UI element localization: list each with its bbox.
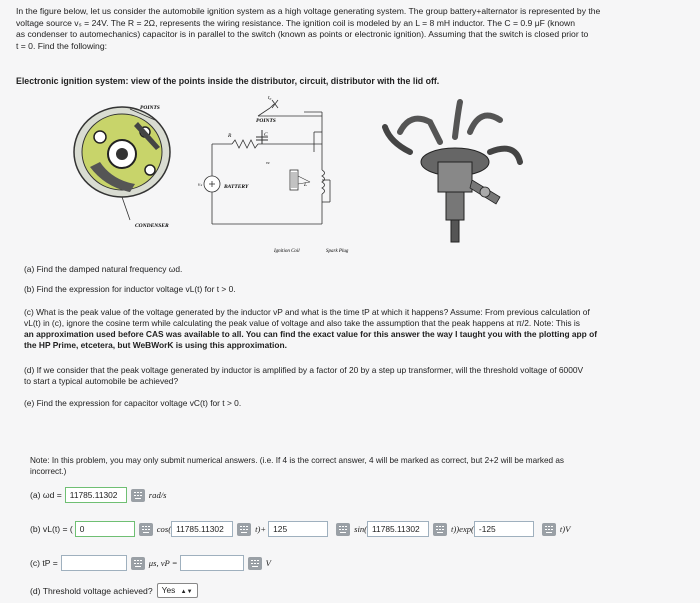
t0-label: t₀ <box>268 95 272 101</box>
answer-b-end: t)V <box>559 524 571 534</box>
question-c-line: an approximation used before CAS was available to all. You can find the exact value for this answer the way I taught you with the plotting app of <box>24 329 598 339</box>
equation-editor-icon[interactable] <box>542 523 556 536</box>
distributor-photo <box>385 102 520 242</box>
distributor-points-drawing <box>74 107 170 220</box>
battery-label: BATTERY <box>224 184 249 190</box>
answer-a-input[interactable]: 11785.11302 <box>65 487 127 503</box>
note <box>30 455 650 477</box>
c-label: C <box>264 132 268 138</box>
question-e: (e) Find the expression for capacitor voltage vC(t) for t > 0. <box>24 398 242 408</box>
answer-c-input-1[interactable] <box>61 555 127 571</box>
answer-b-label: (b) vL(t) = ( <box>30 524 73 534</box>
question-c-line: vL(t) in (c), ignore the cosine term while calculating the peak value of voltage and also take the assumption that the peak happens at π/2. Note: This is <box>24 318 580 328</box>
answer-b-t2: t))exp( <box>451 524 474 534</box>
note-line: Note: In this problem, you may only submit numerical answers. (i.e. If 4 is the correct answer, 4 will be marked as correct, but 2+2 will be marked as <box>30 456 564 465</box>
answer-c-row <box>30 555 271 571</box>
answer-b-row <box>30 521 570 537</box>
ignition-figure-svg <box>60 92 660 258</box>
equation-editor-icon[interactable] <box>131 489 145 502</box>
question-c-line: (c) What is the peak value of the voltage generated by the inductor vP and what is the time tP at which it happens? Assume: From previous calculation of <box>24 307 590 317</box>
intro-line: voltage source vₛ = 24V. The R = 2Ω, represents the wiring resistance. The ignition coil is modeled by an L = 8 mH inductor. The C = 0.9 μF (known <box>16 17 575 28</box>
equation-editor-icon[interactable] <box>131 557 145 570</box>
answer-d-label: (d) Threshold voltage achieved? <box>30 585 153 596</box>
answer-b-input-1[interactable]: 0 <box>75 521 135 537</box>
question-d-line: to start a typical automobile be achieved? <box>24 376 179 386</box>
select-arrows-icon: ▲▼ <box>180 589 193 595</box>
threshold-select[interactable] <box>157 583 198 598</box>
answer-c-unit-1: μs, vP = <box>148 558 178 568</box>
answer-d-row <box>30 583 198 598</box>
circuit-schematic <box>212 112 330 224</box>
question-b: (b) Find the expression for inductor voltage vL(t) for t > 0. <box>24 284 236 294</box>
answer-b-sin: sin( <box>354 524 368 534</box>
answer-b-input-3[interactable]: 125 <box>268 521 328 537</box>
answer-a-row <box>30 487 166 503</box>
question-d <box>24 365 664 387</box>
condenser-label: CONDENSER <box>135 223 169 229</box>
question-c-line: the HP Prime, etcetera, but WeBWorK is using this approximation. <box>24 340 287 350</box>
intro-line: In the figure below, let us consider the automobile ignition system as a high voltage generating system. The group battery+alternator is represented by the <box>16 6 601 16</box>
spark-plug-label: Spark Plug <box>326 249 349 254</box>
vs-label: vₛ <box>198 183 203 188</box>
answer-b-input-4[interactable]: 11785.11302 <box>367 521 429 537</box>
problem-intro <box>16 6 688 52</box>
intro-line: as condenser to automechanics) capacitor is in parallel to the switch (known as points or electronic ignition). Assuming that the switch is closed prior to <box>16 29 589 40</box>
answer-b-t1: t)+ <box>255 524 267 534</box>
l-label: L <box>304 182 308 188</box>
equation-editor-icon[interactable] <box>336 523 350 536</box>
question-c <box>24 307 664 351</box>
answer-c-label: (c) tP = <box>30 558 58 568</box>
points-label-circuit: POINTS <box>256 118 276 124</box>
r-label: R <box>228 133 232 139</box>
note-line: incorrect.) <box>30 467 67 476</box>
battery-symbol <box>204 176 220 192</box>
switch-symbol <box>258 100 278 116</box>
answer-b-cos: cos( <box>156 524 172 534</box>
ignition-coil-label: Ignition Coil <box>274 249 300 254</box>
equation-editor-icon[interactable] <box>237 523 251 536</box>
question-a: (a) Find the damped natural frequency ωd. <box>24 264 183 274</box>
threshold-select-value: Yes <box>161 585 176 595</box>
intro-line: t = 0. Find the following: <box>16 40 108 51</box>
answer-b-input-5[interactable]: -125 <box>474 521 534 537</box>
answer-b-input-2[interactable]: 11785.11302 <box>171 521 233 537</box>
answer-a-unit: rad/s <box>148 490 167 500</box>
vc-label: vc <box>266 160 270 165</box>
answer-c-unit-2: V <box>265 558 271 568</box>
points-label: POINTS <box>140 105 160 111</box>
equation-editor-icon[interactable] <box>139 523 153 536</box>
answer-c-input-2[interactable] <box>180 555 244 571</box>
answer-a-label: (a) ωd = <box>30 490 62 500</box>
figure-heading: Electronic ignition system: view of the points inside the distributor, circuit, distributor with the lid off. <box>16 76 440 86</box>
question-d-line: (d) If we consider that the peak voltage generated by inductor is amplified by a factor of 20 by a step up transformer, will the threshold voltage of 6000V <box>24 365 584 375</box>
equation-editor-icon[interactable] <box>433 523 447 536</box>
ignition-figure <box>60 92 660 258</box>
equation-editor-icon[interactable] <box>248 557 262 570</box>
